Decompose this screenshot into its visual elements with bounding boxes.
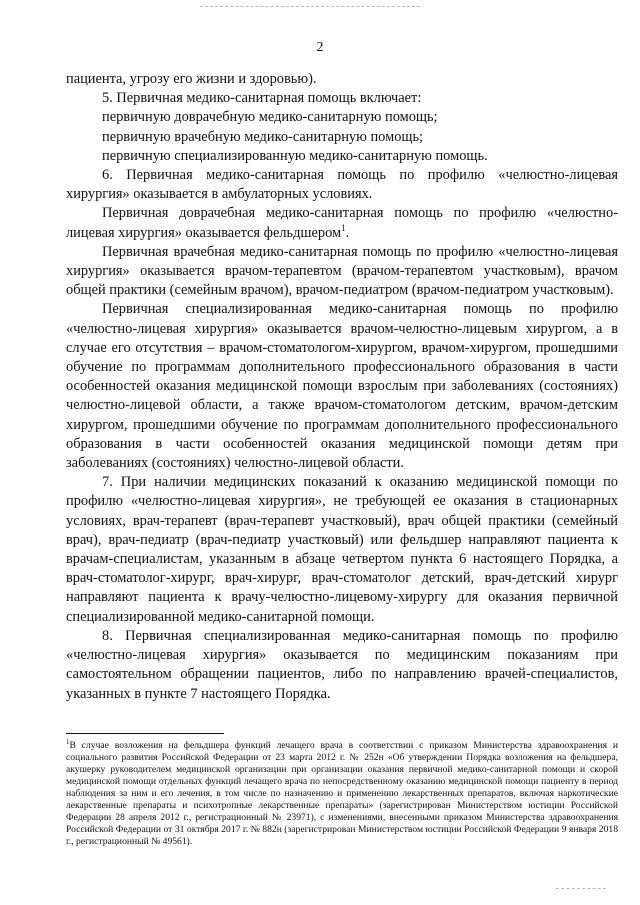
list-item-pre-medical: первичную доврачебную медико-санитарную помощь; (102, 109, 438, 126)
footnote-text: В случае возложения на фельдшера функций лечащего врача в соответствии с приказом Министерства здравоохранения и социального развития Российской Федерации от 23 марта 2012 г. № 252н «Об утверждении Порядка возложения на фельдшера, акушерку руководителем медицинской организации при организации оказания первичной медико-санитарной помощи и скорой медицинской помощи отдельных функций лечащего врача по непосредственному оказанию медицинской помощи пациенту в период наблюдения за ним и его лечения, в том числе по назначению и применению лекарственных препаратов, включая наркотические лекарственные препараты и психотропные лекарственные препараты» (зарегистрирован Министерством юстиции Российской Федерации 28 апреля 2012 г., регистрационный № 23971), с изменениями, внесенными приказом Министерства здравоохранения Российской Федерации от 31 октября 2017 г. № 882н (зарегистрирован Министерством юстиции Российской Федерации 9 января 2018 г., регистрационный № 49561). (66, 740, 618, 847)
body-text (66, 70, 618, 704)
footnote-ref: 1 (341, 222, 346, 233)
list-item-medical: первичную врачебную медико-санитарную помощь; (102, 128, 424, 145)
paragraph-item-7: 7. При наличии медицинских показаний к оказанию медицинской помощи по профилю «челюстно-лицевая хирургия», не требующей ее оказания в стационарных условиях, врач-терапевт (врач-терапевт участковый), врач общей практики (семейный врач), врач-педиатр (врач-педиатр участковый) или фельдшер направляют пациента к врачам-специалистам, указанным в абзаце четвертом пункта 6 настоящего Порядка, а врач-стоматолог-хирург, врач-хирург, врач-стоматолог детский, врач-детский хирург направляют пациента к врачу-челюстно-лицевому-хирургу для оказания первичной специализированной медико-санитарной помощи. (66, 474, 618, 625)
footnote-marker: 1 (66, 737, 70, 746)
list-item-specialized: первичную специализированную медико-санитарную помощь. (102, 147, 488, 164)
paragraph-feldsher-end: . (345, 224, 350, 241)
paragraph-medical-care: Первичная врачебная медико-санитарная помощь по профилю «челюстно-лицевая хирургия» оказывается врачом-терапевтом (врачом-терапевтом участковым), врачом общей практики (семейным врачом), врачом-педиатром (врачом-педиатром участковым). (66, 243, 618, 299)
paragraph-feldsher (66, 204, 618, 242)
scan-artifact-bottom (556, 888, 606, 889)
paragraph-feldsher-text: Первичная доврачебная медико-санитарная помощь по профилю «челюстно-лицевая хирургия» оказывается фельдшером (66, 205, 618, 241)
paragraph-item-6: 6. Первичная медико-санитарная помощь по профилю «челюстно-лицевая хирургия» оказывается в амбулаторных условиях. (66, 167, 618, 203)
paragraph-item-5: 5. Первичная медико-санитарная помощь включает: (102, 90, 422, 107)
footnote (66, 737, 618, 848)
page-number: 2 (316, 40, 324, 55)
paragraph-continuation: пациента, угрозу его жизни и здоровью). (66, 71, 317, 87)
paragraph-specialized-care: Первичная специализированная медико-санитарная помощь по профилю «челюстно-лицевая хирургия» оказывается врачом-челюстно-лицевым хирургом, а в случае его отсутствия – врачом-стоматологом-хирургом, врачом-хирургом, прошедшими обучение по программам дополнительного профессионального образования в части особенностей оказания медицинской помощи взрослым при заболеваниях (состояниях) челюстно-лицевой области, а также врачом-стоматологом детским, врачом-детским хирургом, прошедшими обучение по программам дополнительного профессионального образования в части особенностей оказания медицинской помощи детям при заболеваниях (состояниях) челюстно-лицевой области. (66, 301, 618, 472)
paragraph-item-8: 8. Первичная специализированная медико-санитарная помощь по профилю «челюстно-лицевая хирургия» оказывается по медицинским показаниям при самостоятельном обращении пациентов, либо по направлению врачей-специалистов, указанных в пункте 7 настоящего Порядка. (66, 627, 618, 702)
scan-artifact-top (200, 6, 420, 7)
footnote-separator (66, 733, 224, 734)
